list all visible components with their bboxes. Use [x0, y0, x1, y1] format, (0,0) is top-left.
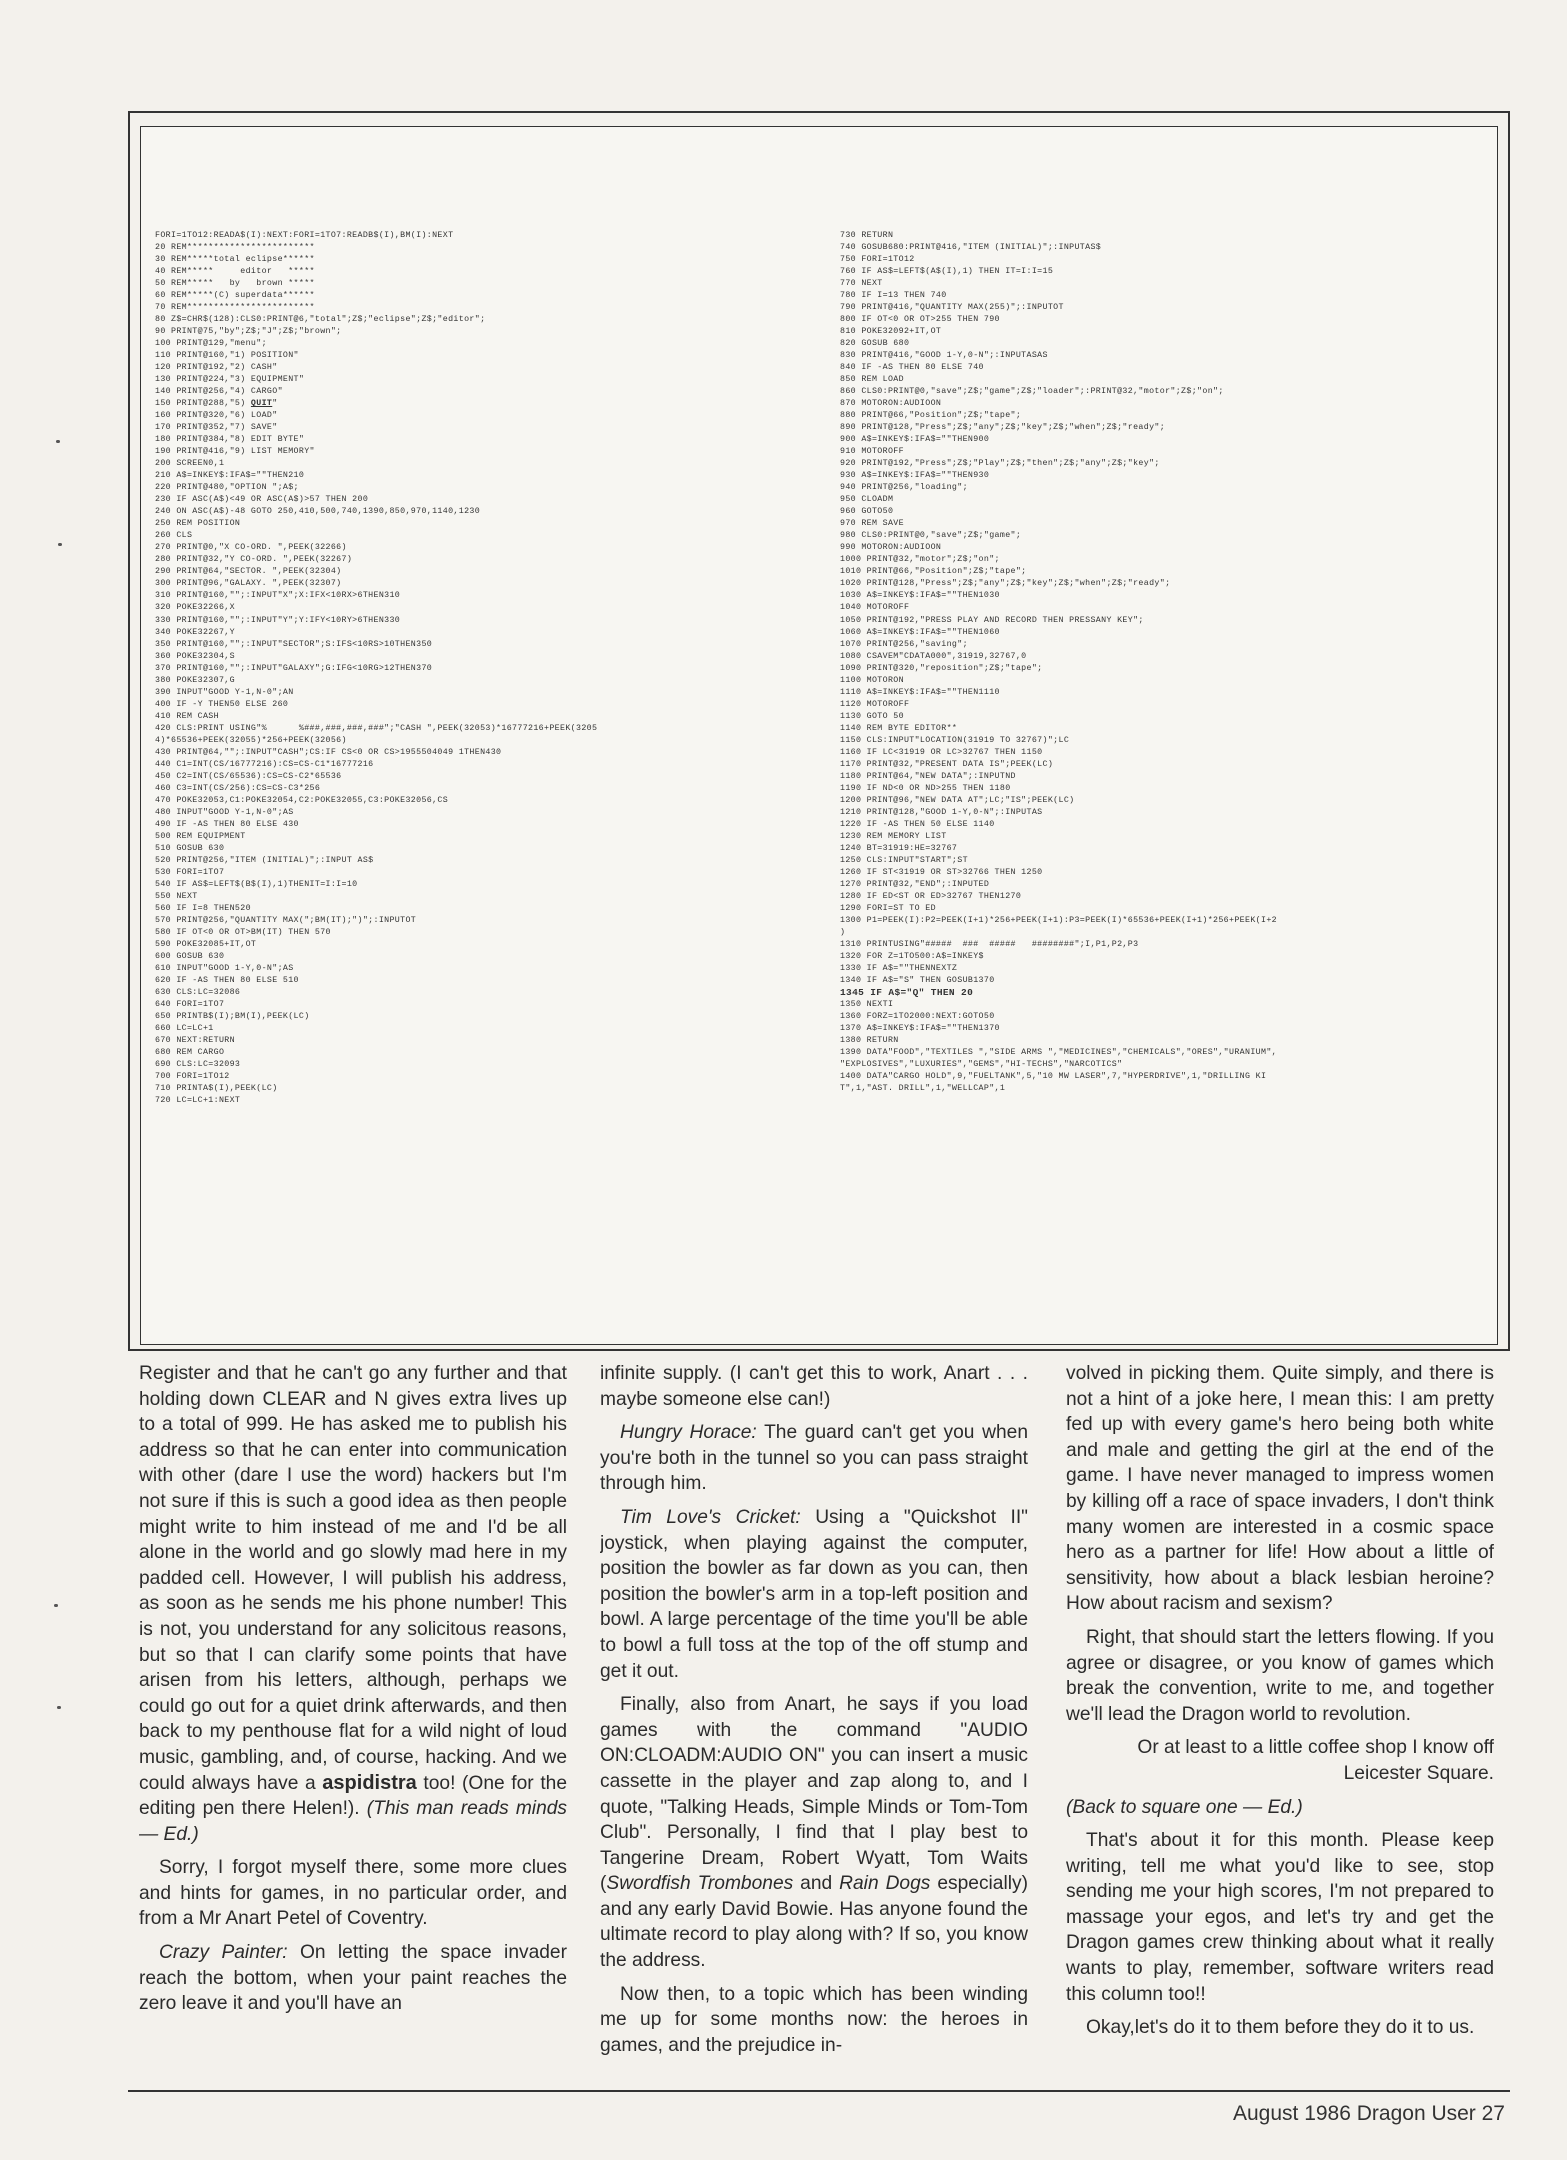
listing-line: 540 IF AS$=LEFT$(B$(I),1)THENIT=I:I=10: [155, 879, 358, 889]
listing-line: 650 PRINTB$(I);BM(I),PEEK(LC): [155, 1012, 310, 1022]
listing-line: 150 PRINT@288,"5) QUIT": [155, 399, 278, 409]
paragraph: infinite supply. (I can't get this to work, Anart . . . maybe someone else can!): [600, 1363, 1028, 1410]
listing-line: 110 PRINT@160,"1) POSITION": [155, 351, 299, 361]
listing-line: 180 PRINT@384,"8) EDIT BYTE": [155, 435, 305, 445]
paragraph: Sorry, I forgot myself there, some more clues and hints for games, in no particular order, and from a Mr Anart Petel of Coventry.: [139, 1857, 567, 1930]
listing-line: 1270 PRINT@32,"END";:INPUTED: [840, 879, 990, 889]
listing-line: 880 PRINT@66,"Position";Z$;"tape";: [840, 411, 1022, 421]
paragraph: That's about it for this month. Please keep writing, tell me what you'd like to see, stop sending me your high scores, I'm not prepared to massage your egos, and let's try and get the Dragon games crew thinking about what it really wants to play, remember, software writers read this column too!!: [1066, 1830, 1494, 2005]
listing-line: 1300 P1=PEEK(I):P2=PEEK(I+1)*256+PEEK(I+1):P3=PEEK(I)*65536+PEEK(I+1)*256+PEEK(I+2: [840, 915, 1277, 925]
listing-line: 870 MOTORON:AUDIOON: [840, 399, 942, 409]
listing-line: 4)*65536+PEEK(32055)*256+PEEK(32056): [155, 735, 347, 745]
listing-line: 510 GOSUB 630: [155, 843, 225, 853]
listing-line: 1020 PRINT@128,"Press";Z$;"any";Z$;"key";Z$;"when";Z$;"ready";: [840, 579, 1171, 589]
page-footer: August 1986 Dragon User 27: [1232, 2102, 1505, 2125]
listing-line: 900 A$=INKEY$:IFA$=""THEN900: [840, 435, 990, 445]
listing-line: 1360 FORZ=1TO2000:NEXT:GOTO50: [840, 1012, 995, 1022]
listing-line: 770 NEXT: [840, 279, 883, 289]
listing-line: 260 CLS: [155, 531, 193, 541]
paragraph: Right, that should start the letters flowing. If you agree or disagree, or you know of games which break the convention, write to me, and together we'll lead the Dragon world to revolution.: [1066, 1626, 1494, 1725]
listing-line: 140 PRINT@256,"4) CARGO": [155, 387, 283, 397]
listing-line: 1380 RETURN: [840, 1036, 899, 1046]
article-column-1: [139, 1361, 567, 2083]
listing-line: 1000 PRINT@32,"motor";Z$;"on";: [840, 555, 1000, 565]
listing-line: 270 PRINT@0,"X CO-ORD. ",PEEK(32266): [155, 543, 347, 553]
listing-line: 1220 IF -AS THEN 50 ELSE 1140: [840, 819, 995, 829]
listing-line: 1290 FORI=ST TO ED: [840, 903, 936, 913]
listing-line: 280 PRINT@32,"Y CO-ORD. ",PEEK(32267): [155, 555, 353, 565]
program-listing-frame: [128, 111, 1510, 1351]
scan-speck: [54, 1604, 58, 1607]
listing-line: 760 IF AS$=LEFT$(A$(I),1) THEN IT=I:I=15: [840, 267, 1054, 277]
listing-line: 1110 A$=INKEY$:IFA$=""THEN1110: [840, 687, 1000, 697]
listing-line: 550 NEXT: [155, 891, 198, 901]
listing-line: 1330 IF A$=""THENNEXTZ: [840, 963, 958, 973]
listing-line: 1250 CLS:INPUT"START";ST: [840, 855, 968, 865]
listing-line: FORI=1TO12:READA$(I):NEXT:FORI=1TO7:READB$(I),BM(I):NEXT: [155, 231, 454, 240]
listing-line: 630 CLS:LC=32086: [155, 987, 241, 997]
listing-line: 460 C3=INT(CS/256):CS=CS-C3*256: [155, 783, 321, 793]
listing-line: 480 INPUT"GOOD Y-1,N-0";AS: [155, 807, 294, 817]
listing-line: 1100 MOTORON: [840, 675, 904, 685]
listing-line: 50 REM***** by brown *****: [155, 279, 315, 289]
listing-line: 520 PRINT@256,"ITEM (INITIAL)";:INPUT AS$: [155, 855, 374, 865]
paragraph: volved in picking them. Quite simply, and there is not a hint of a joke here, I mean this: I am pretty fed up with every game's hero being both white and male and getting the girl at the end of the game. I have never managed to impress women by killing off a race of space invaders, I don't think many women are interested in a cosmic space hero as a partner for life! How about a little of sensitivity, how about a black lesbian heroine? How about racism and sexism?: [1066, 1363, 1494, 1615]
listing-line: 1040 MOTOROFF: [840, 603, 910, 613]
paragraph: Crazy Painter: On letting the space invader reach the bottom, when your paint reaches the zero leave it and you'll have an: [139, 1942, 567, 2015]
listing-line: 1170 PRINT@32,"PRESENT DATA IS";PEEK(LC): [840, 759, 1054, 769]
listing-line: 1280 IF ED<ST OR ED>32767 THEN1270: [840, 891, 1022, 901]
listing-line: 690 CLS:LC=32093: [155, 1060, 241, 1070]
listing-line: 80 Z$=CHR$(128):CLS0:PRINT@6,"total";Z$;"eclipse";Z$;"editor";: [155, 315, 486, 325]
paragraph: Okay,let's do it to them before they do it to us.: [1086, 2017, 1475, 2039]
page-bottom-rule: [128, 2090, 1510, 2092]
listing-line: 790 PRINT@416,"QUANTITY MAX(255)";:INPUTOT: [840, 303, 1064, 313]
paragraph: Now then, to a topic which has been winding me up for some months now: the heroes in games, and the prejudice in-: [600, 1983, 1028, 2056]
listing-line: 600 GOSUB 630: [155, 951, 225, 961]
listing-line: 40 REM***** editor *****: [155, 267, 315, 277]
listing-line: 290 PRINT@64,"SECTOR. ",PEEK(32304): [155, 567, 342, 577]
paragraph: Register and that he can't go any further and that holding down CLEAR and N gives extra lives up to a total of 999. He has asked me to publish his address so that he can enter into communication with other (dare I use the word) hackers but I'm not sure if this is such a good idea as then people might write to him instead of me and I'd be all alone in the world and go slowly mad here in my padded cell. However, I will publish his address, as soon as he sends me his phone number! This is not, you understand for any solicitous reasons, but so that I can clarify some points that have arisen from his letters, although, perhaps we could go out for a quiet drink afterwards, and then back to my penthouse flat for a wild night of loud music, gambling, and, of course, hacking. And we could always have a aspidistra too! (One for the editing pen there Helen!). (This man reads minds — Ed.): [139, 1363, 567, 1845]
listing-line: 1390 DATA"FOOD","TEXTILES ","SIDE ARMS ","MEDICINES","CHEMICALS","ORES","URANIUM",: [840, 1048, 1277, 1058]
listing-line: 940 PRINT@256,"loading";: [840, 483, 968, 493]
listing-line: 190 PRINT@416,"9) LIST MEMORY": [155, 447, 315, 457]
listing-line: 430 PRINT@64,"";:INPUT"CASH";CS:IF CS<0 OR CS>1955504049 1THEN430: [155, 747, 502, 757]
listing-line: 1180 PRINT@64,"NEW DATA";:INPUTND: [840, 771, 1016, 781]
listing-line: 1400 DATA"CARGO HOLD",9,"FUELTANK",5,"10 MW LASER",7,"HYPERDRIVE",1,"DRILLING KI: [840, 1072, 1267, 1082]
listing-line: 750 FORI=1TO12: [840, 255, 915, 265]
listing-line: 1210 PRINT@128,"GOOD 1-Y,0-N";:INPUTAS: [840, 807, 1043, 817]
listing-line: 970 REM SAVE: [840, 519, 904, 529]
listing-line: 660 LC=LC+1: [155, 1024, 214, 1034]
listing-line: 390 INPUT"GOOD Y-1,N-0";AN: [155, 687, 294, 697]
listing-line: 1345 IF A$="Q" THEN 20: [840, 986, 974, 998]
paragraph: (Back to square one — Ed.): [1066, 1796, 1303, 1818]
listing-line: 330 PRINT@160,"";:INPUT"Y";Y:IFY<10RY>6THEN330: [155, 615, 401, 625]
listing-line: 1030 A$=INKEY$:IFA$=""THEN1030: [840, 591, 1000, 601]
listing-line: 130 PRINT@224,"3) EQUIPMENT": [155, 375, 305, 385]
paragraph: Hungry Horace: The guard can't get you when you're both in the tunnel so you can pass straight through him.: [600, 1422, 1028, 1495]
listing-line: 30 REM*****total eclipse******: [155, 255, 315, 265]
listing-line: 1010 PRINT@66,"Position";Z$;"tape";: [840, 567, 1027, 577]
listing-line: 800 IF OT<0 OR OT>255 THEN 790: [840, 315, 1000, 325]
listing-line: 1230 REM MEMORY LIST: [840, 831, 947, 841]
listing-line: 450 C2=INT(CS/65536):CS=CS-C2*65536: [155, 771, 342, 781]
listing-line: 300 PRINT@96,"GALAXY. ",PEEK(32307): [155, 579, 342, 589]
paragraph: Finally, also from Anart, he says if you load games with the command "AUDIO ON:CLOADM:AUDIO ON" you can insert a music cassette in the player and zap along to, and I quote, "Talking Heads, Simple Minds or Tom-Tom Club". Personally, I find that I play best to Tangerine Dream, Robert Wyatt, Tom Waits (Swordfish Trombones and Rain Dogs especially) and any early David Bowie. Has anyone found the ultimate record to play along with? If so, you know the address.: [600, 1694, 1028, 1972]
listing-line: 1080 CSAVEM"CDATA000",31919,32767,0: [840, 651, 1027, 661]
scan-speck: [56, 440, 60, 443]
listing-line: 60 REM*****(C) superdata******: [155, 291, 315, 301]
listing-right-column: [840, 230, 1488, 1322]
listing-line: 310 PRINT@160,"";:INPUT"X";X:IFX<10RX>6THEN310: [155, 591, 401, 601]
listing-line: 320 POKE32266,X: [155, 603, 235, 613]
listing-line: 380 POKE32307,G: [155, 675, 235, 685]
listing-line: 620 IF -AS THEN 80 ELSE 510: [155, 975, 299, 985]
listing-line: 1160 IF LC<31919 OR LC>32767 THEN 1150: [840, 747, 1043, 757]
listing-line: 210 A$=INKEY$:IFA$=""THEN210: [155, 471, 305, 481]
listing-line: 470 POKE32053,C1:POKE32054,C2:POKE32055,C3:POKE32056,CS: [155, 795, 449, 805]
listing-line: 960 GOTO50: [840, 507, 894, 517]
listing-line: 590 POKE32085+IT,OT: [155, 939, 257, 949]
listing-line: 820 GOSUB 680: [840, 339, 910, 349]
listing-line: 100 PRINT@129,"menu";: [155, 339, 267, 349]
listing-line: 860 CLS0:PRINT@0,"save";Z$;"game";Z$;"loader";:PRINT@32,"motor";Z$;"on";: [840, 387, 1224, 397]
listing-line: 1140 REM BYTE EDITOR**: [840, 723, 958, 733]
listing-line: 170 PRINT@352,"7) SAVE": [155, 423, 278, 433]
listing-line: 830 PRINT@416,"GOOD 1-Y,0-N";:INPUTASAS: [840, 351, 1048, 361]
listing-line: "EXPLOSIVES","LUXURIES","GEMS","HI-TECHS","NARCOTICS": [840, 1060, 1123, 1070]
listing-line: 1150 CLS:INPUT"LOCATION(31919 TO 32767)";LC: [840, 735, 1070, 745]
listing-line: 610 INPUT"GOOD 1-Y,0-N";AS: [155, 963, 294, 973]
listing-line: 980 CLS0:PRINT@0,"save";Z$;"game";: [840, 531, 1022, 541]
listing-line: 240 ON ASC(A$)-48 GOTO 250,410,500,740,1390,850,970,1140,1230: [155, 507, 481, 517]
listing-line: 500 REM EQUIPMENT: [155, 831, 246, 841]
listing-line: 930 A$=INKEY$:IFA$=""THEN930: [840, 471, 990, 481]
program-listing-box: [140, 126, 1498, 1345]
listing-line: 370 PRINT@160,"";:INPUT"GALAXY";G:IFG<10RG>12THEN370: [155, 663, 433, 673]
listing-line: 680 REM CARGO: [155, 1048, 225, 1058]
listing-line: 990 MOTORON:AUDIOON: [840, 543, 942, 553]
listing-line: 710 PRINTA$(I),PEEK(LC): [155, 1084, 278, 1094]
listing-line: 1050 PRINT@192,"PRESS PLAY AND RECORD THEN PRESSANY KEY";: [840, 615, 1144, 625]
listing-line: 1070 PRINT@256,"saving";: [840, 639, 968, 649]
listing-line: 400 IF -Y THEN50 ELSE 260: [155, 699, 289, 709]
listing-line: 530 FORI=1TO7: [155, 867, 225, 877]
listing-line: 720 LC=LC+1:NEXT: [155, 1096, 241, 1106]
listing-line: 1090 PRINT@320,"reposition";Z$;"tape";: [840, 663, 1043, 673]
listing-line: 840 IF -AS THEN 80 ELSE 740: [840, 363, 984, 373]
listing-line: 1060 A$=INKEY$:IFA$=""THEN1060: [840, 627, 1000, 637]
listing-line: 1350 NEXTI: [840, 1000, 894, 1009]
listing-line: 1190 IF ND<0 OR ND>255 THEN 1180: [840, 783, 1011, 793]
listing-line: 1340 IF A$="S" THEN GOSUB1370: [840, 975, 995, 985]
listing-line: 200 SCREEN0,1: [155, 459, 225, 469]
listing-line: ): [840, 927, 846, 937]
listing-line: 1120 MOTOROFF: [840, 699, 910, 709]
listing-line: 580 IF OT<0 OR OT>BM(IT) THEN 570: [155, 927, 331, 937]
listing-line: T",1,"AST. DRILL",1,"WELLCAP",1: [840, 1084, 1006, 1094]
article-column-3: [1066, 1361, 1494, 2083]
listing-line: 70 REM************************: [155, 303, 315, 313]
paragraph: Tim Love's Cricket: Using a "Quickshot II" joystick, when playing against the computer, position the bowler as far down as you can, then position the bowler's arm in a top-left position and bowl. A large percentage of the time you'll be able to bowl a full toss at the top of the off stump and get it out.: [600, 1506, 1028, 1682]
listing-line: 440 C1=INT(CS/16777216):CS=CS-C1*16777216: [155, 759, 374, 769]
paragraph: Or at least to a little coffee shop I know off Leicester Square.: [1137, 1737, 1494, 1784]
listing-line: 950 CLOADM: [840, 495, 894, 505]
listing-line: 420 CLS:PRINT USING"% %###,###,###,###";"CASH ",PEEK(32053)*16777216+PEEK(3205: [155, 723, 598, 733]
listing-line: 730 RETURN: [840, 231, 894, 240]
listing-line: 910 MOTOROFF: [840, 447, 904, 457]
listing-line: 120 PRINT@192,"2) CASH": [155, 363, 278, 373]
listing-line: 1320 FOR Z=1TO500:A$=INKEY$: [840, 951, 984, 961]
listing-line: 780 IF I=13 THEN 740: [840, 291, 947, 301]
listing-line: 890 PRINT@128,"Press";Z$;"any";Z$;"key";Z$;"when";Z$;"ready";: [840, 423, 1166, 433]
listing-line: 570 PRINT@256,"QUANTITY MAX(";BM(IT);")";:INPUTOT: [155, 915, 417, 925]
listing-line: 700 FORI=1TO12: [155, 1072, 230, 1082]
listing-line: 1370 A$=INKEY$:IFA$=""THEN1370: [840, 1024, 1000, 1034]
listing-line: 230 IF ASC(A$)<49 OR ASC(A$)>57 THEN 200: [155, 495, 369, 505]
listing-left-column: [155, 230, 945, 1322]
listing-line: 1200 PRINT@96,"NEW DATA AT";LC;"IS";PEEK(LC): [840, 795, 1075, 805]
article-column-2: [600, 1361, 1028, 2083]
listing-line: 160 PRINT@320,"6) LOAD": [155, 411, 278, 421]
listing-line: 250 REM POSITION: [155, 519, 241, 529]
listing-line: 740 GOSUB680:PRINT@416,"ITEM (INITIAL)";:INPUTAS$: [840, 243, 1102, 253]
listing-line: 920 PRINT@192,"Press";Z$;"Play";Z$;"then";Z$;"any";Z$;"key";: [840, 459, 1160, 469]
listing-line: 410 REM CASH: [155, 711, 219, 721]
listing-line: 640 FORI=1TO7: [155, 1000, 225, 1009]
listing-line: 810 POKE32092+IT,OT: [840, 327, 942, 337]
listing-line: 670 NEXT:RETURN: [155, 1036, 235, 1046]
listing-line: 850 REM LOAD: [840, 375, 904, 385]
listing-line: 220 PRINT@480,"OPTION ";A$;: [155, 483, 299, 493]
listing-line: 560 IF I=8 THEN520: [155, 903, 251, 913]
listing-line: 1240 BT=31919:HE=32767: [840, 843, 958, 853]
scan-speck: [57, 1706, 61, 1709]
listing-line: 1130 GOTO 50: [840, 711, 904, 721]
listing-line: 490 IF -AS THEN 80 ELSE 430: [155, 819, 299, 829]
scan-speck: [58, 543, 62, 546]
listing-line: 350 PRINT@160,"";:INPUT"SECTOR";S:IFS<10RS>10THEN350: [155, 639, 433, 649]
listing-line: 20 REM************************: [155, 243, 315, 253]
listing-line: 1260 IF ST<31919 OR ST>32766 THEN 1250: [840, 867, 1043, 877]
listing-line: 340 POKE32267,Y: [155, 627, 235, 637]
listing-line: 360 POKE32304,S: [155, 651, 235, 661]
listing-line: 90 PRINT@75,"by";Z$;"J";Z$;"brown";: [155, 327, 342, 337]
listing-line: 1310 PRINTUSING"##### ### ##### ########";I,P1,P2,P3: [840, 939, 1139, 949]
